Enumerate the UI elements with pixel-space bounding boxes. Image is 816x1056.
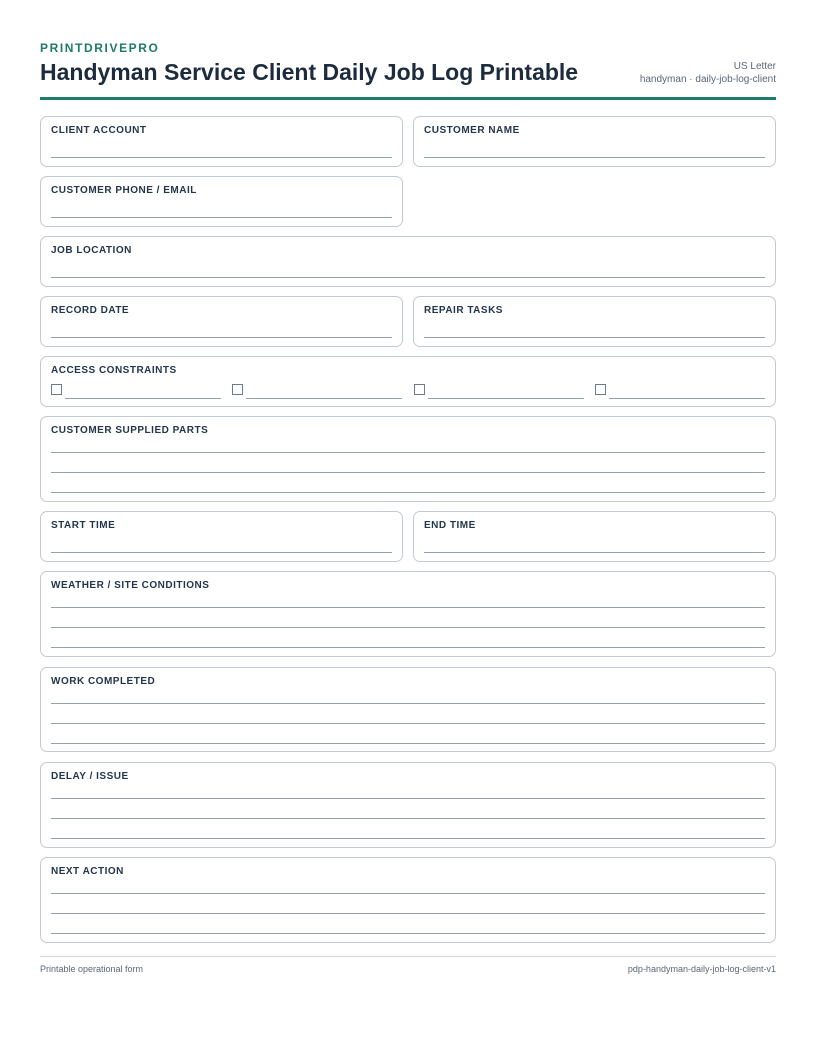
write-line bbox=[51, 217, 392, 218]
write-line bbox=[51, 472, 765, 473]
field-end-time[interactable] bbox=[413, 511, 776, 562]
field-next-action[interactable] bbox=[40, 857, 776, 943]
write-line bbox=[51, 627, 765, 628]
field-label: CUSTOMER PHONE / EMAIL bbox=[51, 185, 197, 196]
field-label: RECORD DATE bbox=[51, 305, 130, 316]
write-line bbox=[51, 893, 765, 894]
checkbox-line-3[interactable] bbox=[428, 398, 584, 399]
write-line bbox=[424, 552, 765, 553]
field-label: END TIME bbox=[424, 520, 476, 531]
field-customer-name[interactable] bbox=[413, 116, 776, 167]
checkbox-3[interactable] bbox=[414, 384, 425, 395]
field-record-date[interactable] bbox=[40, 296, 403, 347]
footer-form-id: pdp-handyman-daily-job-log-client-v1 bbox=[627, 964, 776, 974]
write-line bbox=[51, 452, 765, 453]
write-line bbox=[51, 933, 765, 934]
document-meta bbox=[640, 60, 776, 86]
field-work-completed[interactable] bbox=[40, 667, 776, 752]
field-label: CUSTOMER NAME bbox=[424, 125, 520, 136]
write-line bbox=[51, 743, 765, 744]
paper-size: US Letter bbox=[733, 61, 776, 72]
page-title: Handyman Service Client Daily Job Log Printable bbox=[40, 59, 579, 85]
field-label: REPAIR TASKS bbox=[424, 305, 503, 316]
field-delay-issue[interactable] bbox=[40, 762, 776, 848]
form-slug: handyman · daily-job-log-client bbox=[639, 74, 776, 85]
field-customer-contact[interactable] bbox=[40, 176, 403, 227]
field-repair-tasks[interactable] bbox=[413, 296, 776, 347]
field-label: ACCESS CONSTRAINTS bbox=[51, 365, 177, 376]
checkbox-2[interactable] bbox=[232, 384, 243, 395]
field-label: WEATHER / SITE CONDITIONS bbox=[51, 580, 210, 591]
write-line bbox=[51, 492, 765, 493]
checkbox-line-2[interactable] bbox=[246, 398, 402, 399]
write-line bbox=[51, 552, 392, 553]
write-line bbox=[51, 157, 392, 158]
brand-name: PRINTDRIVEPRO bbox=[40, 41, 160, 55]
write-line bbox=[424, 157, 765, 158]
field-customer-supplied-parts[interactable] bbox=[40, 416, 776, 502]
field-client-account[interactable] bbox=[40, 116, 403, 167]
write-line bbox=[51, 647, 765, 648]
field-weather-site-conditions[interactable] bbox=[40, 571, 776, 657]
field-label: WORK COMPLETED bbox=[51, 676, 156, 687]
field-label: START TIME bbox=[51, 520, 116, 531]
write-line bbox=[51, 798, 765, 799]
checkbox-line-1[interactable] bbox=[65, 398, 221, 399]
footer-rule bbox=[40, 956, 776, 957]
write-line bbox=[51, 337, 392, 338]
field-start-time[interactable] bbox=[40, 511, 403, 562]
checkbox-1[interactable] bbox=[51, 384, 62, 395]
write-line bbox=[51, 277, 765, 278]
field-label: CLIENT ACCOUNT bbox=[51, 125, 147, 136]
header-rule bbox=[40, 97, 776, 100]
write-line bbox=[424, 337, 765, 338]
write-line bbox=[51, 818, 765, 819]
field-access-constraints bbox=[40, 356, 776, 407]
field-label: NEXT ACTION bbox=[51, 866, 124, 877]
field-job-location[interactable] bbox=[40, 236, 776, 287]
write-line bbox=[51, 703, 765, 704]
write-line bbox=[51, 723, 765, 724]
field-label: CUSTOMER SUPPLIED PARTS bbox=[51, 425, 209, 436]
field-label: JOB LOCATION bbox=[51, 245, 132, 256]
checkbox-line-4[interactable] bbox=[609, 398, 765, 399]
write-line bbox=[51, 838, 765, 839]
field-label: DELAY / ISSUE bbox=[51, 771, 129, 782]
write-line bbox=[51, 913, 765, 914]
write-line bbox=[51, 607, 765, 608]
checkbox-4[interactable] bbox=[595, 384, 606, 395]
footer-left-text: Printable operational form bbox=[40, 964, 144, 974]
